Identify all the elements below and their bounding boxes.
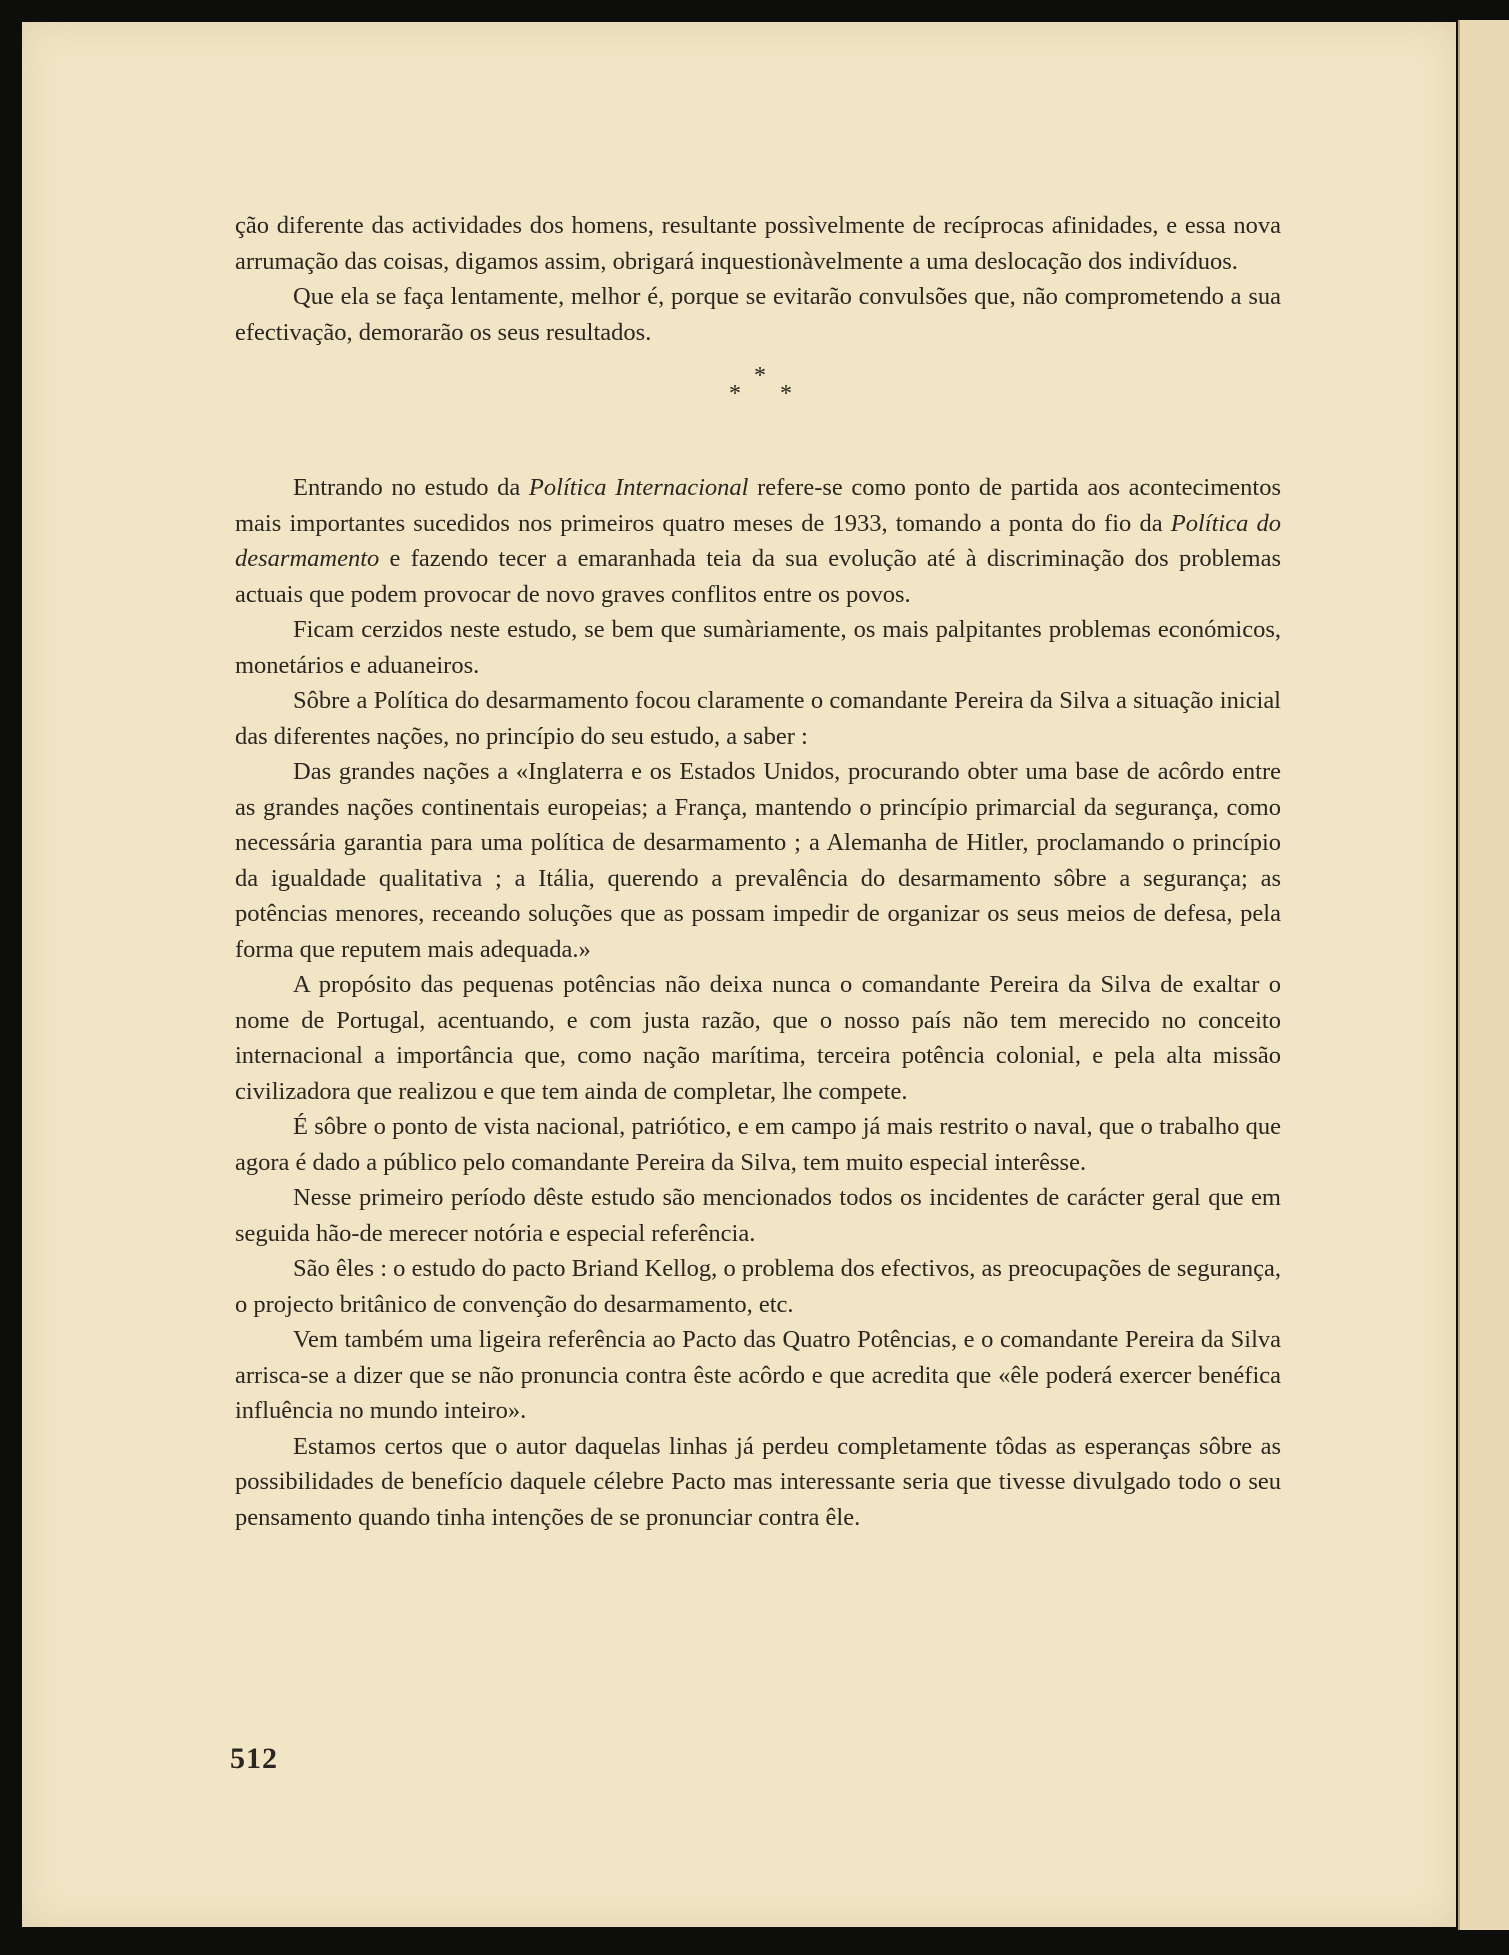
paragraph-lentamente: Que ela se faça lentamente, melhor é, porque se evitarão convulsões que, não comprometendo a sua efectivação, demorarão os seus resultados. xyxy=(235,283,1281,346)
page-number: 512 xyxy=(230,1742,278,1775)
section-divider-asterism xyxy=(235,350,1281,470)
paragraph-problemas-economicos: Ficam cerzidos neste estudo, se bem que sumàriamente, os mais palpitantes problemas económicos, monetários e aduaneiros. xyxy=(235,616,1281,679)
italic-politica-desarmamento: Política do desarmamento xyxy=(235,509,1281,572)
paragraph-pacto-quatro-potencias: Vem também uma ligeira referência ao Pacto das Quatro Potências, e o comandante Pereira da Silva arrisca-se a dizer que se não pronuncia contra êste acôrdo e que acredita que «êle poderá exercer benéfica influência no mundo inteiro». xyxy=(235,1326,1281,1424)
asterism-star-right: * xyxy=(780,381,792,407)
paragraph-ponto-de-vista-nacional: É sôbre o ponto de vista nacional, patriótico, e em campo já mais restrito o naval, que o trabalho que agora é dado a público pelo comandante Pereira da Silva, tem muito especial interêsse. xyxy=(235,1113,1281,1176)
page-body xyxy=(235,208,1281,1535)
italic-politica-internacional: Política Internacional xyxy=(528,474,749,501)
paragraph-primeiro-periodo: Nesse primeiro período dêste estudo são mencionados todos os incidentes de carácter geral que em seguida hão-de merecer notória e especial referência. xyxy=(235,1184,1281,1247)
asterism-star-left: * xyxy=(729,381,741,407)
paragraph-politica-internacional: Entrando no estudo da Política Internacional refere-se como ponto de partida aos acontecimentos mais importantes sucedidos nos primeiros quatro meses de 1933, tomando a ponta do fio da Política do desarmamento e fazendo tecer a emaranhada teia da sua evolução até à discriminação dos problemas actuais que podem provocar de novo graves conflitos entre os povos. xyxy=(235,474,1281,608)
paragraph-grandes-nacoes-quote: Das grandes nações a «Inglaterra e os Estados Unidos, procurando obter uma base de acôrdo entre as grandes nações continentais europeias; a França, mantendo o princípio primarcial da segurança, como necessária garantia para uma política de desarmamento ; a Alemanha de Hitler, proclamando o princípio da igualdade qualitativa ; a Itália, querendo a prevalência do desarmamento sôbre a segurança; as potências menores, receando soluções que as possam impedir de organizar os seus meios de defesa, pela forma que reputem mais adequada.» xyxy=(235,758,1281,963)
paragraph-pequenas-potencias: A propósito das pequenas potências não deixa nunca o comandante Pereira da Silva de exaltar o nome de Portugal, acentuando, e com justa razão, que o nosso país não tem merecido no conceito internacional a importância que, como nação marítima, terceira potência colonial, e pela alta missão civilizadora que realizou e que tem ainda de completar, lhe compete. xyxy=(235,971,1281,1105)
paragraph-situacao-inicial: Sôbre a Política do desarmamento focou claramente o comandante Pereira da Silva a situação inicial das diferentes nações, no princípio do seu estudo, a saber : xyxy=(235,687,1281,750)
asterism-star-top: * xyxy=(754,363,766,389)
next-page-edge xyxy=(1458,20,1509,1930)
paragraph-sao-eles: São êles : o estudo do pacto Briand Kellog, o problema dos efectivos, as preocupações de segurança, o projecto britânico de convenção do desarmamento, etc. xyxy=(235,1255,1281,1318)
paragraph-continuation: ção diferente das actividades dos homens, resultante possìvelmente de recíprocas afinidades, e essa nova arrumação das coisas, digamos assim, obrigará inquestionàvelmente a uma deslocação dos indivíduos. xyxy=(235,212,1281,275)
paragraph-estamos-certos: Estamos certos que o autor daquelas linhas já perdeu completamente tôdas as esperanças sôbre as possibilidades de benefício daquele célebre Pacto mas interessante seria que tivesse divulgado todo o seu pensamento quando tinha intenções de se pronunciar contra êle. xyxy=(235,1432,1281,1531)
